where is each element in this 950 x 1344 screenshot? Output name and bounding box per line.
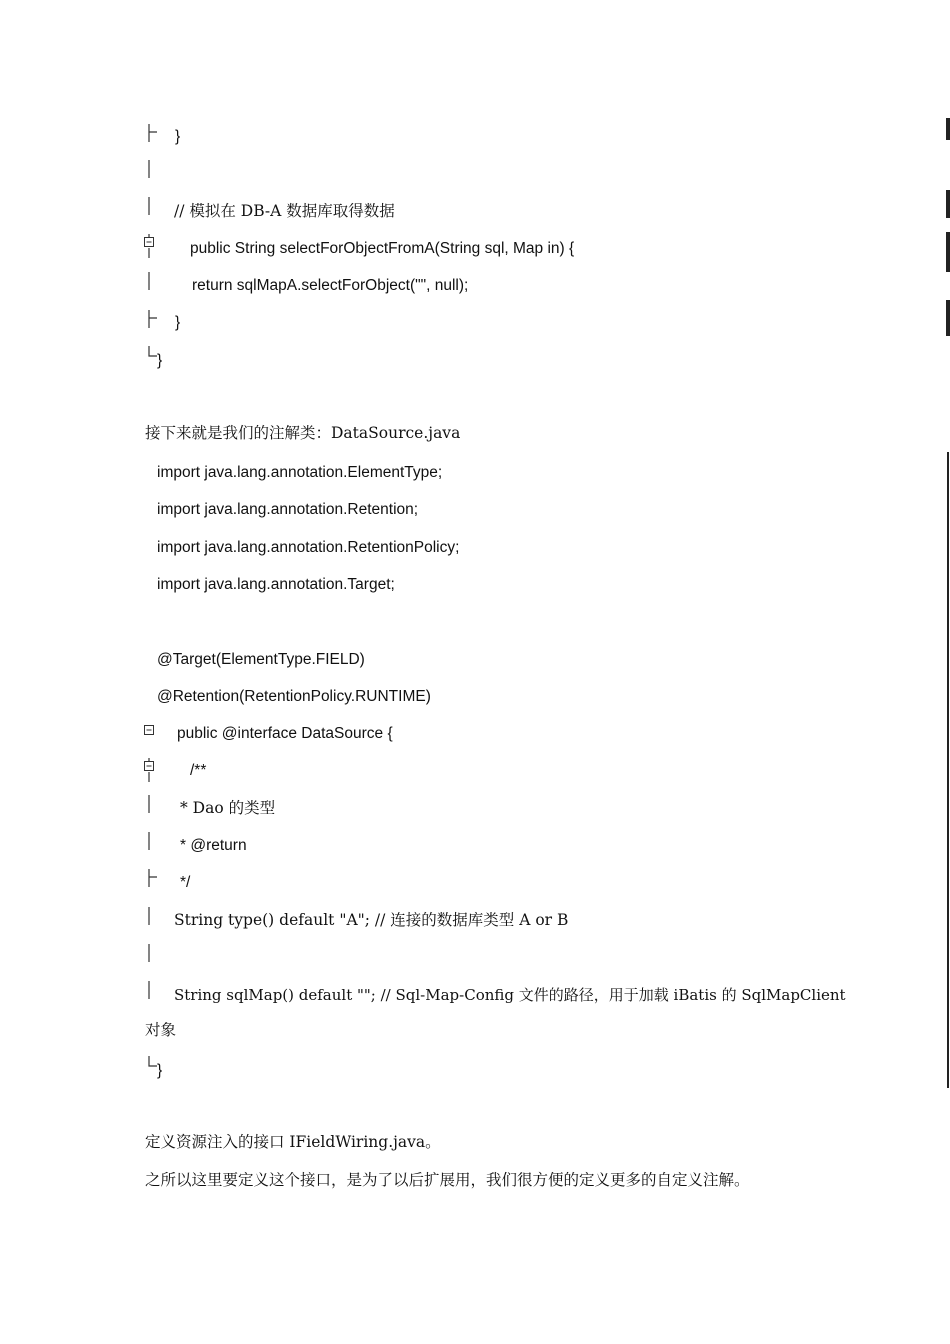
code-line: }	[175, 128, 181, 145]
code-line: public @interface DataSource {	[177, 725, 393, 742]
code-line: import java.lang.annotation.Retention;	[157, 501, 419, 518]
paragraph-text: 定义资源注入的接口 IFieldWiring.java。	[145, 1133, 441, 1151]
tree-branch-icon	[143, 308, 161, 334]
code-line: return sqlMapA.selectForObject("", null);	[192, 277, 469, 294]
code-line: import java.lang.annotation.RetentionPolicy;	[157, 539, 460, 556]
code-line: @Retention(RetentionPolicy.RUNTIME)	[157, 688, 431, 705]
code-line: * @return	[180, 837, 247, 854]
collapse-icon[interactable]	[143, 757, 161, 783]
page-edge-mark	[946, 118, 950, 140]
page-edge-mark	[946, 232, 950, 272]
tree-line-icon	[143, 905, 161, 931]
tree-line-icon	[143, 270, 161, 296]
code-comment: * Dao 的类型	[180, 799, 276, 817]
code-line: public String selectForObjectFromA(String sql, Map in) {	[190, 240, 575, 257]
tree-line-icon	[143, 830, 161, 856]
code-line: String type() default "A"; // 连接的数据库类型 A or B	[174, 911, 569, 929]
code-line: import java.lang.annotation.ElementType;	[157, 464, 443, 481]
code-line: 对象	[145, 1021, 177, 1039]
code-line: */	[180, 874, 191, 891]
code-line: }	[157, 1062, 163, 1079]
page-edge-mark	[946, 190, 950, 218]
tree-line-icon	[143, 979, 161, 1005]
code-line: /**	[190, 762, 207, 779]
tree-line-icon	[143, 195, 161, 221]
page-edge-mark	[946, 300, 950, 336]
tree-branch-icon	[143, 867, 161, 893]
tree-line-icon	[143, 942, 161, 968]
collapse-icon[interactable]	[143, 233, 161, 259]
code-line: }	[157, 352, 163, 369]
paragraph-text: 接下来就是我们的注解类：DataSource.java	[145, 424, 461, 442]
code-line: import java.lang.annotation.Target;	[157, 576, 395, 593]
tree-line-icon	[143, 793, 161, 819]
tree-branch-icon	[143, 122, 161, 148]
code-line: String sqlMap() default ""; // Sql-Map-Config 文件的路径，用于加载 iBatis 的 SqlMapClient	[174, 986, 846, 1004]
code-line: @Target(ElementType.FIELD)	[157, 651, 365, 668]
paragraph-text: 之所以这里要定义这个接口，是为了以后扩展用，我们很方便的定义更多的自定义注解。	[145, 1171, 750, 1189]
code-line: }	[175, 314, 181, 331]
code-comment: // 模拟在 DB-A 数据库取得数据	[174, 202, 395, 220]
collapse-icon[interactable]	[143, 721, 161, 747]
page-edge-mark	[947, 452, 949, 1088]
tree-line-icon	[143, 158, 161, 184]
